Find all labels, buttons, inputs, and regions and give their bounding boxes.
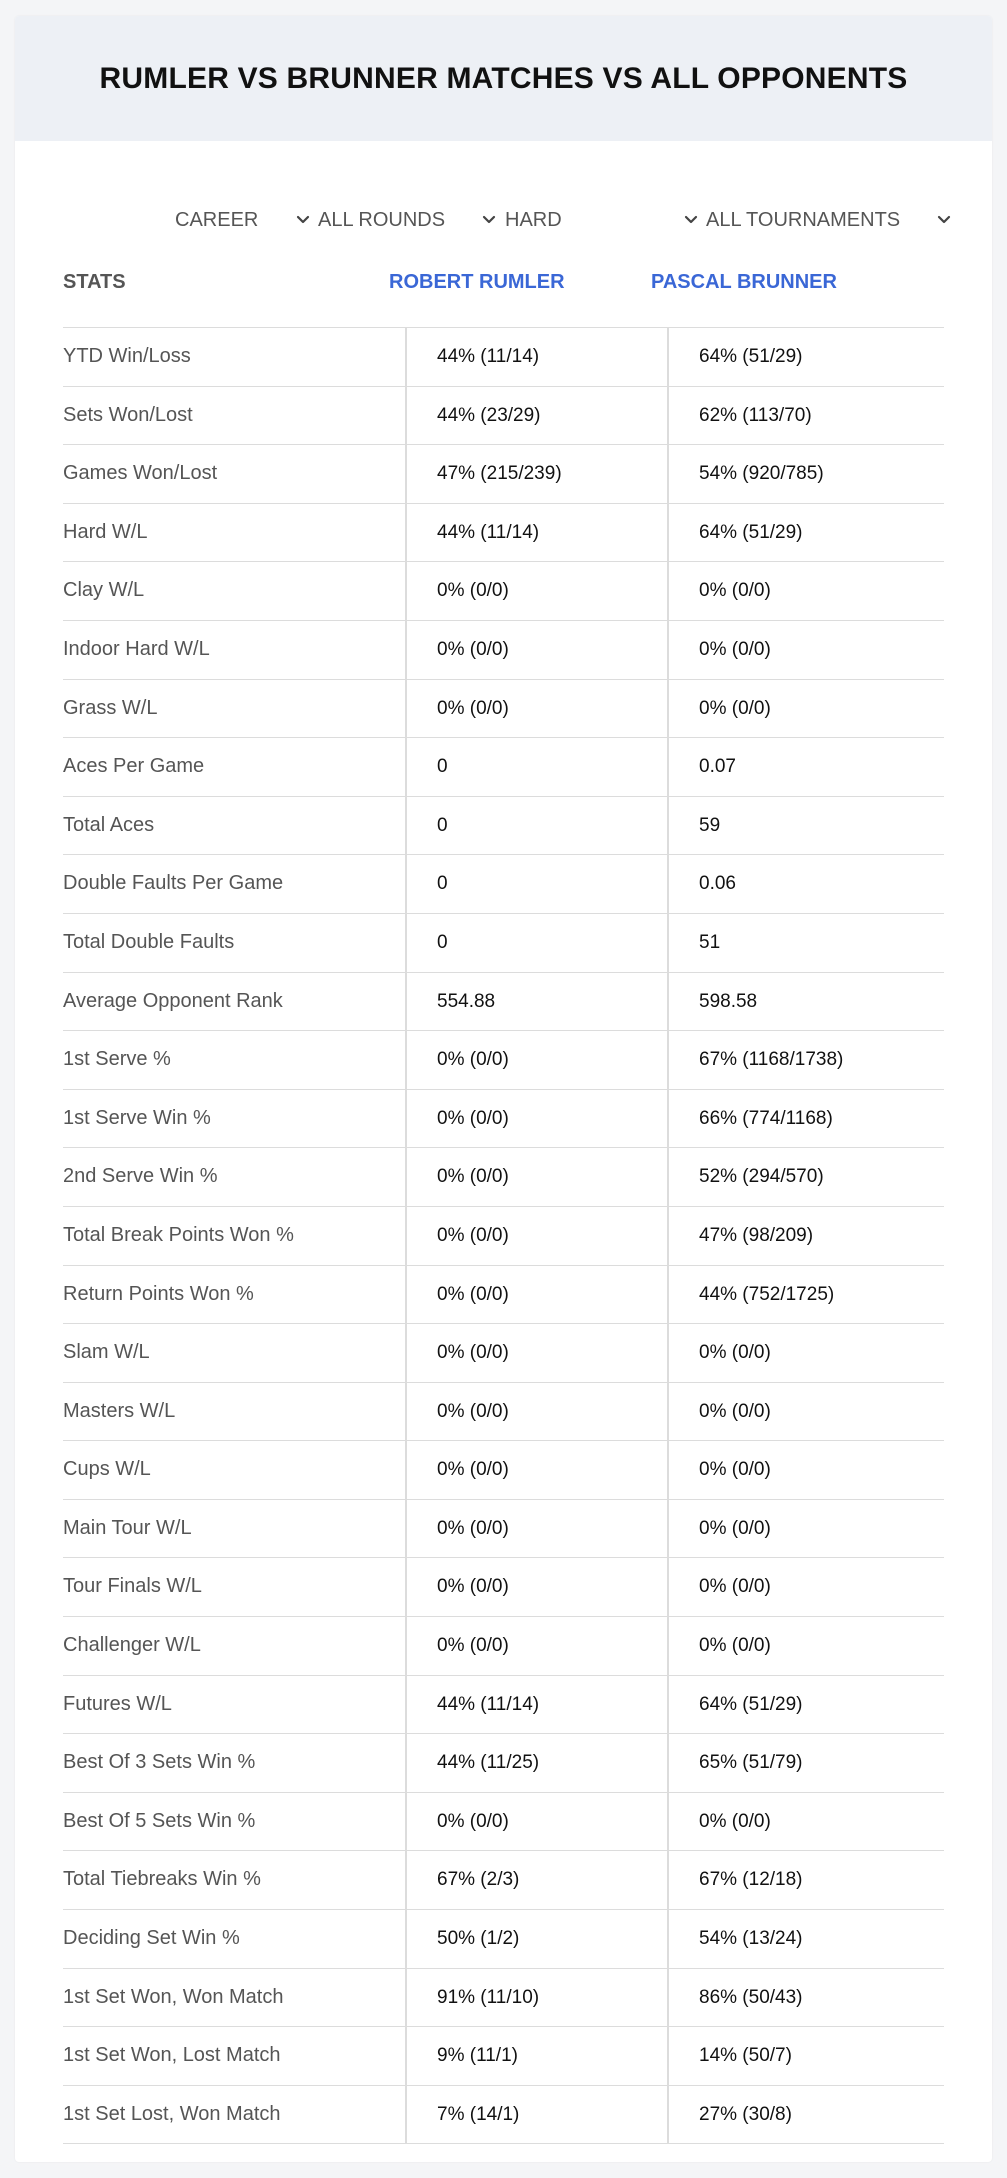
stat-label: Slam W/L bbox=[63, 1341, 150, 1364]
column-divider bbox=[405, 680, 407, 738]
table-row bbox=[63, 1441, 944, 1500]
stats-table bbox=[63, 252, 944, 2144]
column-divider bbox=[667, 1969, 669, 2027]
stats-card bbox=[15, 16, 992, 2162]
column-divider bbox=[667, 328, 669, 386]
table-row bbox=[63, 1734, 944, 1793]
stat-label: Masters W/L bbox=[63, 1399, 176, 1422]
column-divider bbox=[405, 973, 407, 1031]
player2-stat-value: 67% (12/18) bbox=[699, 1869, 803, 1891]
table-body bbox=[63, 328, 944, 2144]
player1-stat-value: 0 bbox=[437, 756, 448, 778]
table-row bbox=[63, 504, 944, 563]
table-row bbox=[63, 914, 944, 973]
table-row bbox=[63, 855, 944, 914]
player2-stat-value: 0% (0/0) bbox=[699, 1342, 771, 1364]
table-row bbox=[63, 738, 944, 797]
column-divider bbox=[667, 1383, 669, 1441]
player1-stat-value: 0 bbox=[437, 814, 448, 836]
player2-stat-value: 0% (0/0) bbox=[699, 1400, 771, 1422]
column-divider bbox=[667, 973, 669, 1031]
column-divider bbox=[405, 387, 407, 445]
stat-label: 2nd Serve Win % bbox=[63, 1165, 218, 1188]
column-divider bbox=[667, 914, 669, 972]
table-row bbox=[63, 1207, 944, 1266]
player1-stat-value: 0 bbox=[437, 931, 448, 953]
column-divider bbox=[405, 504, 407, 562]
player1-column-header[interactable]: ROBERT RUMLER bbox=[389, 271, 565, 293]
column-divider bbox=[405, 621, 407, 679]
player1-stat-value: 0% (0/0) bbox=[437, 1517, 509, 1539]
player2-stat-value: 0% (0/0) bbox=[699, 638, 771, 660]
column-divider bbox=[667, 855, 669, 913]
table-row bbox=[63, 680, 944, 739]
table-row bbox=[63, 621, 944, 680]
table-row bbox=[63, 1676, 944, 1735]
card-header bbox=[15, 16, 992, 141]
player1-stat-value: 44% (11/14) bbox=[437, 346, 540, 367]
stat-label: Challenger W/L bbox=[63, 1634, 201, 1657]
column-divider bbox=[667, 1090, 669, 1148]
column-divider bbox=[405, 1090, 407, 1148]
player1-stat-value: 67% (2/3) bbox=[437, 1869, 520, 1891]
table-row bbox=[63, 1793, 944, 1852]
column-divider bbox=[667, 1793, 669, 1851]
stat-label: Best Of 5 Sets Win % bbox=[63, 1809, 256, 1832]
player1-stat-value: 0% (0/0) bbox=[437, 697, 509, 719]
player1-stat-value: 0% (0/0) bbox=[437, 1459, 509, 1481]
player2-stat-value: 0% (0/0) bbox=[699, 580, 771, 602]
column-divider bbox=[405, 2027, 407, 2085]
column-divider bbox=[405, 1207, 407, 1265]
column-divider bbox=[405, 1910, 407, 1968]
column-divider bbox=[405, 1793, 407, 1851]
column-divider bbox=[405, 328, 407, 386]
player2-stat-value: 27% (30/8) bbox=[699, 2103, 792, 2125]
player2-stat-value: 0% (0/0) bbox=[699, 1459, 771, 1481]
player1-stat-value: 0% (0/0) bbox=[437, 1283, 509, 1305]
player1-stat-value: 0% (0/0) bbox=[437, 638, 509, 660]
player1-stat-value: 0 bbox=[437, 873, 448, 895]
table-row bbox=[63, 387, 944, 446]
player2-stat-value: 0% (0/0) bbox=[699, 1635, 771, 1657]
table-row bbox=[63, 1969, 944, 2028]
column-divider bbox=[405, 1617, 407, 1675]
stat-label: 1st Set Won, Lost Match bbox=[63, 2044, 281, 2067]
stat-label: Aces Per Game bbox=[63, 755, 205, 778]
player2-stat-value: 66% (774/1168) bbox=[699, 1107, 833, 1129]
chevron-down-icon bbox=[481, 212, 497, 228]
column-divider bbox=[667, 445, 669, 503]
stat-label: Double Faults Per Game bbox=[63, 872, 284, 895]
table-row bbox=[63, 1558, 944, 1617]
stat-label: 1st Serve % bbox=[63, 1048, 171, 1071]
player1-stat-value: 44% (11/14) bbox=[437, 521, 540, 543]
column-divider bbox=[667, 680, 669, 738]
column-divider bbox=[667, 2086, 669, 2144]
rounds-filter[interactable] bbox=[318, 190, 503, 250]
player2-stat-value: 0% (0/0) bbox=[699, 1517, 771, 1539]
stat-label: Average Opponent Rank bbox=[63, 989, 283, 1012]
stat-label: Tour Finals W/L bbox=[63, 1575, 202, 1598]
column-divider bbox=[667, 1324, 669, 1382]
table-row bbox=[63, 1851, 944, 1910]
player1-stat-value: 44% (11/14) bbox=[437, 1693, 540, 1715]
chevron-down-icon bbox=[683, 212, 699, 228]
player1-stat-value: 0% (0/0) bbox=[437, 580, 509, 602]
player1-stat-value: 554.88 bbox=[437, 990, 496, 1012]
player2-column-header[interactable]: PASCAL BRUNNER bbox=[651, 271, 837, 293]
column-divider bbox=[667, 1676, 669, 1734]
table-row bbox=[63, 2086, 944, 2145]
player2-stat-value: 0% (0/0) bbox=[699, 1810, 771, 1832]
page-title: RUMLER VS BRUNNER MATCHES VS ALL OPPONENTS bbox=[99, 61, 908, 95]
column-divider bbox=[667, 562, 669, 620]
table-row bbox=[63, 1500, 944, 1559]
stat-label: Indoor Hard W/L bbox=[63, 637, 210, 660]
column-divider bbox=[405, 562, 407, 620]
stat-label: Total Break Points Won % bbox=[63, 1223, 294, 1246]
column-divider bbox=[667, 387, 669, 445]
player2-stat-value: 64% (51/29) bbox=[699, 346, 803, 367]
stat-label: Games Won/Lost bbox=[63, 462, 218, 485]
table-row bbox=[63, 797, 944, 856]
column-divider bbox=[405, 1148, 407, 1206]
table-header bbox=[63, 252, 944, 328]
stat-label: YTD Win/Loss bbox=[63, 345, 191, 367]
column-divider bbox=[667, 797, 669, 855]
player1-stat-value: 44% (23/29) bbox=[437, 404, 541, 426]
column-divider bbox=[667, 621, 669, 679]
tournaments-filter-value: ALL TOURNAMENTS bbox=[706, 208, 901, 231]
stat-label: Best Of 3 Sets Win % bbox=[63, 1751, 256, 1774]
player1-stat-value: 50% (1/2) bbox=[437, 1928, 520, 1950]
stat-label: Return Points Won % bbox=[63, 1282, 254, 1305]
column-divider bbox=[667, 1851, 669, 1909]
column-divider bbox=[405, 1558, 407, 1616]
player1-stat-value: 0% (0/0) bbox=[437, 1635, 509, 1657]
player2-stat-value: 62% (113/70) bbox=[699, 404, 812, 426]
column-divider bbox=[405, 2086, 407, 2144]
column-divider bbox=[405, 1676, 407, 1734]
player2-stat-value: 54% (920/785) bbox=[699, 463, 824, 485]
table-row bbox=[63, 1910, 944, 1969]
table-row bbox=[63, 1031, 944, 1090]
surface-filter-value: HARD bbox=[505, 208, 562, 231]
column-divider bbox=[405, 1266, 407, 1324]
player1-stat-value: 0% (0/0) bbox=[437, 1810, 509, 1832]
filter-bar bbox=[15, 190, 992, 250]
player1-stat-value: 7% (14/1) bbox=[437, 2103, 520, 2125]
stat-label: Sets Won/Lost bbox=[63, 403, 193, 426]
column-divider bbox=[405, 1851, 407, 1909]
column-divider bbox=[667, 2027, 669, 2085]
stats-column-header: STATS bbox=[63, 271, 126, 293]
stat-label: 1st Set Lost, Won Match bbox=[63, 2102, 281, 2125]
table-row bbox=[63, 1266, 944, 1325]
stat-label: Futures W/L bbox=[63, 1692, 172, 1715]
chevron-down-icon bbox=[295, 212, 311, 228]
column-divider bbox=[405, 855, 407, 913]
player2-stat-value: 65% (51/79) bbox=[699, 1752, 803, 1774]
player1-stat-value: 47% (215/239) bbox=[437, 463, 562, 485]
table-row bbox=[63, 1324, 944, 1383]
column-divider bbox=[405, 914, 407, 972]
player1-stat-value: 9% (11/1) bbox=[437, 2045, 518, 2067]
surface-filter[interactable] bbox=[505, 190, 705, 250]
column-divider bbox=[405, 1031, 407, 1089]
stat-label: Main Tour W/L bbox=[63, 1516, 192, 1539]
player1-stat-value: 91% (11/10) bbox=[437, 1986, 540, 2008]
player2-stat-value: 0% (0/0) bbox=[699, 697, 771, 719]
table-row bbox=[63, 328, 944, 387]
table-row bbox=[63, 973, 944, 1032]
table-row bbox=[63, 445, 944, 504]
player2-stat-value: 0.07 bbox=[699, 756, 736, 778]
player2-stat-value: 67% (1168/1738) bbox=[699, 1049, 844, 1071]
player1-stat-value: 0% (0/0) bbox=[437, 1400, 509, 1422]
career-filter[interactable] bbox=[175, 190, 315, 250]
player1-stat-value: 0% (0/0) bbox=[437, 1107, 509, 1129]
player1-stat-value: 0% (0/0) bbox=[437, 1342, 509, 1364]
stat-label: Total Aces bbox=[63, 813, 155, 836]
column-divider bbox=[405, 1441, 407, 1499]
tournaments-filter[interactable] bbox=[706, 190, 962, 250]
career-filter-value: CAREER bbox=[175, 208, 259, 231]
chevron-down-icon bbox=[936, 212, 952, 228]
column-divider bbox=[667, 1617, 669, 1675]
player2-stat-value: 14% (50/7) bbox=[699, 2045, 792, 2067]
column-divider bbox=[667, 1500, 669, 1558]
player2-stat-value: 54% (13/24) bbox=[699, 1928, 803, 1950]
column-divider bbox=[667, 1148, 669, 1206]
player2-stat-value: 44% (752/1725) bbox=[699, 1283, 835, 1305]
column-divider bbox=[667, 1031, 669, 1089]
player2-stat-value: 64% (51/29) bbox=[699, 1693, 803, 1715]
player2-stat-value: 0.06 bbox=[699, 873, 736, 895]
table-row bbox=[63, 1383, 944, 1442]
player1-stat-value: 0% (0/0) bbox=[437, 1166, 509, 1188]
player1-stat-value: 44% (11/25) bbox=[437, 1752, 540, 1774]
stat-label: Total Double Faults bbox=[63, 930, 235, 953]
column-divider bbox=[667, 738, 669, 796]
table-row bbox=[63, 1148, 944, 1207]
player2-stat-value: 59 bbox=[699, 814, 721, 836]
column-divider bbox=[405, 1969, 407, 2027]
stat-label: Deciding Set Win % bbox=[63, 1927, 240, 1950]
column-divider bbox=[405, 1500, 407, 1558]
column-divider bbox=[667, 1266, 669, 1324]
table-row bbox=[63, 1617, 944, 1676]
column-divider bbox=[405, 1734, 407, 1792]
player1-stat-value: 0% (0/0) bbox=[437, 1049, 509, 1071]
stat-label: Grass W/L bbox=[63, 696, 158, 719]
player2-stat-value: 52% (294/570) bbox=[699, 1166, 824, 1188]
table-row bbox=[63, 1090, 944, 1149]
column-divider bbox=[405, 797, 407, 855]
player2-stat-value: 47% (98/209) bbox=[699, 1224, 814, 1246]
player2-stat-value: 64% (51/29) bbox=[699, 521, 803, 543]
player2-stat-value: 51 bbox=[699, 931, 721, 953]
column-divider bbox=[405, 1383, 407, 1441]
column-divider bbox=[667, 1207, 669, 1265]
stat-label: Total Tiebreaks Win % bbox=[63, 1868, 261, 1891]
column-divider bbox=[667, 1910, 669, 1968]
player2-stat-value: 598.58 bbox=[699, 990, 758, 1012]
stat-label: 1st Serve Win % bbox=[63, 1106, 211, 1129]
column-divider bbox=[667, 1441, 669, 1499]
column-divider bbox=[405, 445, 407, 503]
column-divider bbox=[667, 1734, 669, 1792]
stat-label: Cups W/L bbox=[63, 1458, 151, 1481]
rounds-filter-value: ALL ROUNDS bbox=[318, 208, 446, 231]
player1-stat-value: 0% (0/0) bbox=[437, 1576, 509, 1598]
column-divider bbox=[667, 1558, 669, 1616]
player2-stat-value: 86% (50/43) bbox=[699, 1986, 803, 2008]
column-divider bbox=[405, 738, 407, 796]
player2-stat-value: 0% (0/0) bbox=[699, 1576, 771, 1598]
stat-label: Hard W/L bbox=[63, 520, 148, 543]
player1-stat-value: 0% (0/0) bbox=[437, 1224, 509, 1246]
stat-label: Clay W/L bbox=[63, 579, 145, 602]
column-divider bbox=[667, 504, 669, 562]
table-row bbox=[63, 562, 944, 621]
column-divider bbox=[405, 1324, 407, 1382]
table-row bbox=[63, 2027, 944, 2086]
stat-label: 1st Set Won, Won Match bbox=[63, 1985, 284, 2008]
